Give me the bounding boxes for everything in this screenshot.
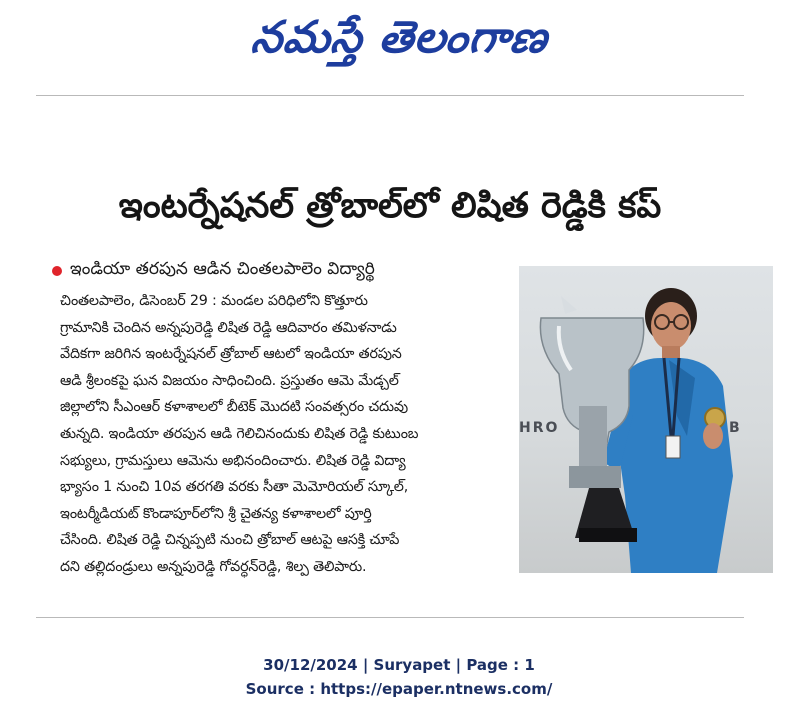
hand-shape (703, 423, 723, 449)
article-subheadline (52, 259, 375, 283)
edition-info: 30/12/2024 | Suryapet | Page : 1 (263, 656, 535, 674)
subheadline-text: ఇండియా తరపున ఆడిన చింతలపాలెం విద్యార్థి (70, 259, 375, 279)
body-line: భ్యాసం 1 నుంచి 10వ తరగతి వరకు సీతా మెమోరియల్ స్కూల్, (60, 479, 409, 496)
source-url: Source : https://epaper.ntnews.com/ (245, 680, 553, 698)
body-line: తున్నది. ఇండియా తరపున ఆడి గెలిచినందుకు లిషిత రెడ్డి కుటుంబ (60, 425, 419, 442)
photo-wall-text-right: B (729, 420, 742, 436)
article-headline: ఇంటర్నేషనల్ త్రోబాల్‌లో లిషిత రెడ్డికి కప్ (118, 186, 662, 226)
body-line: గ్రామానికి చెందిన అన్నపురెడ్డి లిషిత రెడ్డి ఆదివారం తమిళనాడు (60, 319, 397, 336)
id-card-icon (666, 436, 680, 458)
article-photo (519, 266, 773, 573)
top-divider (36, 95, 744, 96)
photo-wall-text-left: HRO (519, 420, 560, 436)
masthead-title: నమస్తే తెలంగాణ (248, 12, 551, 63)
body-line: వేదికగా జరిగిన ఇంటర్నేషనల్ త్రోబాల్ ఆటలో ఇండియా తరపున (60, 346, 402, 363)
bottom-divider (36, 617, 744, 618)
article-body (60, 288, 504, 581)
body-line: దని తల్లిదండ్రులు అన్నపురెడ్డి గోవర్ధన్‌రెడ్డి, శిల్ప తెలిపారు. (60, 558, 367, 575)
body-line: చింతలపాలెం, డిసెంబర్ 29 : మండల పరిధిలోని కొత్తూరు (60, 293, 368, 309)
body-line: జిల్లాలోని సీఎంఆర్ కళాశాలలో బీటెక్ మొదటి సంవత్సరం చదువు (60, 399, 408, 416)
player-with-trophy-illustration (519, 266, 773, 573)
body-line: ఇంటర్మీడియట్ కొండాపూర్‌లోని శ్రీ చైతన్య కళాశాలలో పూర్తి (60, 505, 372, 522)
body-line: చేసింది. లిషిత రెడ్డి చిన్నప్పటి నుంచి త్రోబాల్ ఆటపై ఆసక్తి చూపే (60, 532, 400, 549)
body-line: ఆడి శ్రీలంకపై ఘన విజయం సాధించింది. ప్రస్తుతం ఆమె మేడ్చల్ (60, 372, 399, 389)
masthead (0, 0, 798, 86)
body-line: సభ్యులు, గ్రామస్తులు ఆమెను అభినందించారు. లిషిత రెడ్డి విద్యా (60, 452, 406, 469)
red-bullet-icon (52, 266, 62, 276)
